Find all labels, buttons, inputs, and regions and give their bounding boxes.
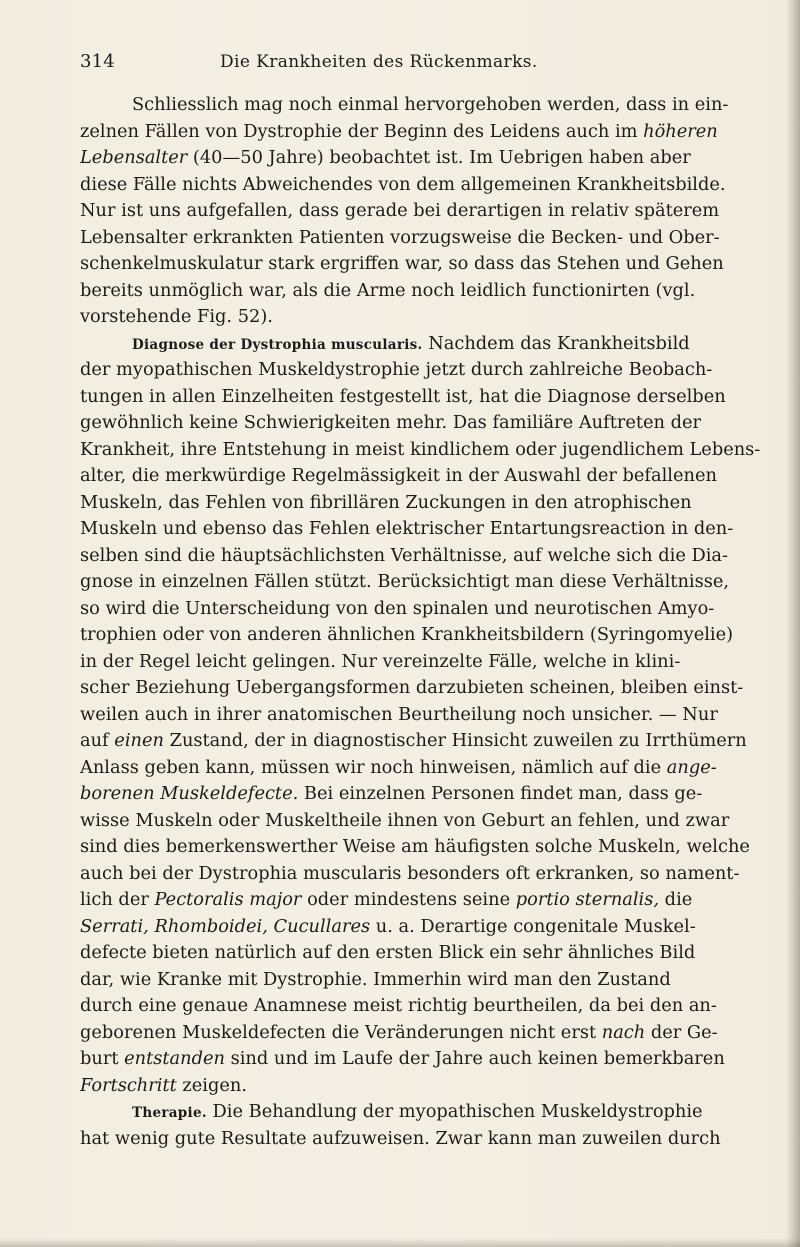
- body-text: [80, 92, 792, 1152]
- text-line: in der Regel leicht gelingen. Nur vereinzelte Fälle, welche in klini-: [80, 650, 681, 672]
- text-line: auf einen Zustand, der in diagnostischer Hinsicht zuweilen zu Irrthümern: [80, 730, 747, 751]
- emphasis: nach: [601, 1021, 646, 1043]
- text-line: Diagnose der Dystrophia muscularis. Nachdem das Krankheitsbild: [132, 332, 690, 354]
- text-line: burt entstanden sind und im Laufe der Jahre auch keinen bemerkbaren: [80, 1048, 725, 1069]
- text-line: gnose in einzelnen Fällen stützt. Berücksichtigt man diese Verhältnisse,: [80, 571, 730, 592]
- text-line: gewöhnlich keine Schwierigkeiten mehr. Das familiäre Auftreten der: [80, 412, 702, 433]
- text-line: Lebensalter erkrankten Patienten vorzugsweise die Becken- und Ober-: [80, 226, 720, 248]
- text-line: sind dies bemerkenswerther Weise am häufigsten solche Muskeln, welche: [80, 836, 750, 857]
- text-line: bereits unmöglich war, als die Arme noch leidlich functionirten (vgl.: [80, 279, 696, 301]
- text-line: wisse Muskeln oder Muskeltheile ihnen von Geburt an fehlen, und zwar: [80, 809, 730, 831]
- text-line: der myopathischen Muskeldystrophie jetzt durch zahlreiche Beobach-: [80, 359, 713, 380]
- text-line: scher Beziehung Uebergangsformen darzubieten scheinen, bleiben einst-: [80, 677, 744, 698]
- emphasis: einen: [114, 730, 164, 751]
- text-line: weilen auch in ihrer anatomischen Beurtheilung noch unsicher. — Nur: [80, 703, 718, 725]
- emphasis: Fortschritt: [80, 1074, 177, 1096]
- page-header: [80, 48, 792, 76]
- text-line: alter, die merkwürdige Regelmässigkeit in der Auswahl der befallenen: [80, 465, 717, 486]
- text-line: diese Fälle nichts Abweichendes von dem allgemeinen Krankheitsbilde.: [80, 173, 726, 195]
- text-line: hat wenig gute Resultate aufzuweisen. Zwar kann man zuweilen durch: [80, 1127, 721, 1149]
- text-line: Nur ist uns aufgefallen, dass gerade bei derartigen in relativ späterem: [80, 200, 720, 221]
- text-line: zelnen Fällen von Dystrophie der Beginn des Leidens auch im höheren: [80, 120, 718, 142]
- text-line: Fortschritt zeigen.: [80, 1074, 247, 1096]
- emphasis: entstanden: [124, 1048, 225, 1069]
- text-line: dar, wie Kranke mit Dystrophie. Immerhin wird man den Zustand: [80, 968, 671, 990]
- text-line: Krankheit, ihre Entstehung in meist kindlichem oder jugendlichem Lebens-: [80, 438, 761, 460]
- text-line: Anlass geben kann, müssen wir noch hinweisen, nämlich auf die ange-: [80, 756, 717, 778]
- text-line: vorstehende Fig. 52).: [80, 306, 273, 327]
- text-line: durch eine genaue Anamnese meist richtig beurtheilen, da bei den an-: [80, 995, 717, 1016]
- emphasis: Lebensalter: [80, 147, 188, 168]
- emphasis: Pectoralis major: [154, 889, 302, 910]
- section-heading-therapie: Therapie.: [132, 1105, 207, 1121]
- running-title: Die Krankheiten des Rückenmarks.: [220, 52, 538, 72]
- emphasis: ange-: [666, 756, 717, 778]
- text-line: schenkelmuskulatur stark ergriffen war, so dass das Stehen und Gehen: [80, 253, 724, 274]
- text-line: Schliesslich mag noch einmal hervorgehoben werden, dass in ein-: [132, 94, 729, 115]
- text-line: Lebensalter (40—50 Jahre) beobachtet ist. Im Uebrigen haben aber: [80, 147, 691, 168]
- emphasis: Serrati, Rhomboidei, Cucullares: [80, 915, 371, 937]
- text-line: so wird die Unterscheidung von den spinalen und neurotischen Amyo-: [80, 597, 715, 619]
- text-line: defecte bieten natürlich auf den ersten Blick ein sehr ähnliches Bild: [80, 942, 696, 963]
- page-edge-shadow: [786, 0, 800, 1247]
- page-number: 314: [80, 51, 115, 72]
- text-line: lich der Pectoralis major oder mindestens seine portio sternalis, die: [80, 889, 693, 910]
- emphasis: portio sternalis,: [515, 889, 660, 910]
- text-line: auch bei der Dystrophia muscularis besonders oft erkranken, so nament-: [80, 862, 740, 884]
- emphasis: höheren: [643, 120, 718, 142]
- text-line: geborenen Muskeldefecten die Veränderungen nicht erst nach der Ge-: [80, 1021, 718, 1043]
- text-line: trophien oder von anderen ähnlichen Krankheitsbildern (Syringomyelie): [80, 624, 734, 645]
- text-line: borenen Muskeldefecte. Bei einzelnen Personen findet man, dass ge-: [80, 783, 703, 804]
- text-line: tungen in allen Einzelheiten festgestellt ist, hat die Diagnose derselben: [80, 385, 726, 407]
- section-heading-diagnose: Diagnose der Dystrophia muscularis.: [132, 336, 423, 353]
- text-line: Serrati, Rhomboidei, Cucullares u. a. Derartige congenitale Muskel-: [80, 915, 696, 937]
- text-line: Muskeln, das Fehlen von fibrillären Zuckungen in den atrophischen: [80, 491, 692, 513]
- page-bottom-shadow: [0, 1238, 800, 1247]
- emphasis: borenen Muskeldefecte.: [80, 783, 299, 804]
- text-line: Therapie. Die Behandlung der myopathischen Muskeldystrophie: [132, 1101, 703, 1122]
- text-line: Muskeln und ebenso das Fehlen elektrischer Entartungsreaction in den-: [80, 518, 734, 539]
- text-line: selben sind die häuptsächlichsten Verhältnisse, auf welche sich die Dia-: [80, 544, 729, 566]
